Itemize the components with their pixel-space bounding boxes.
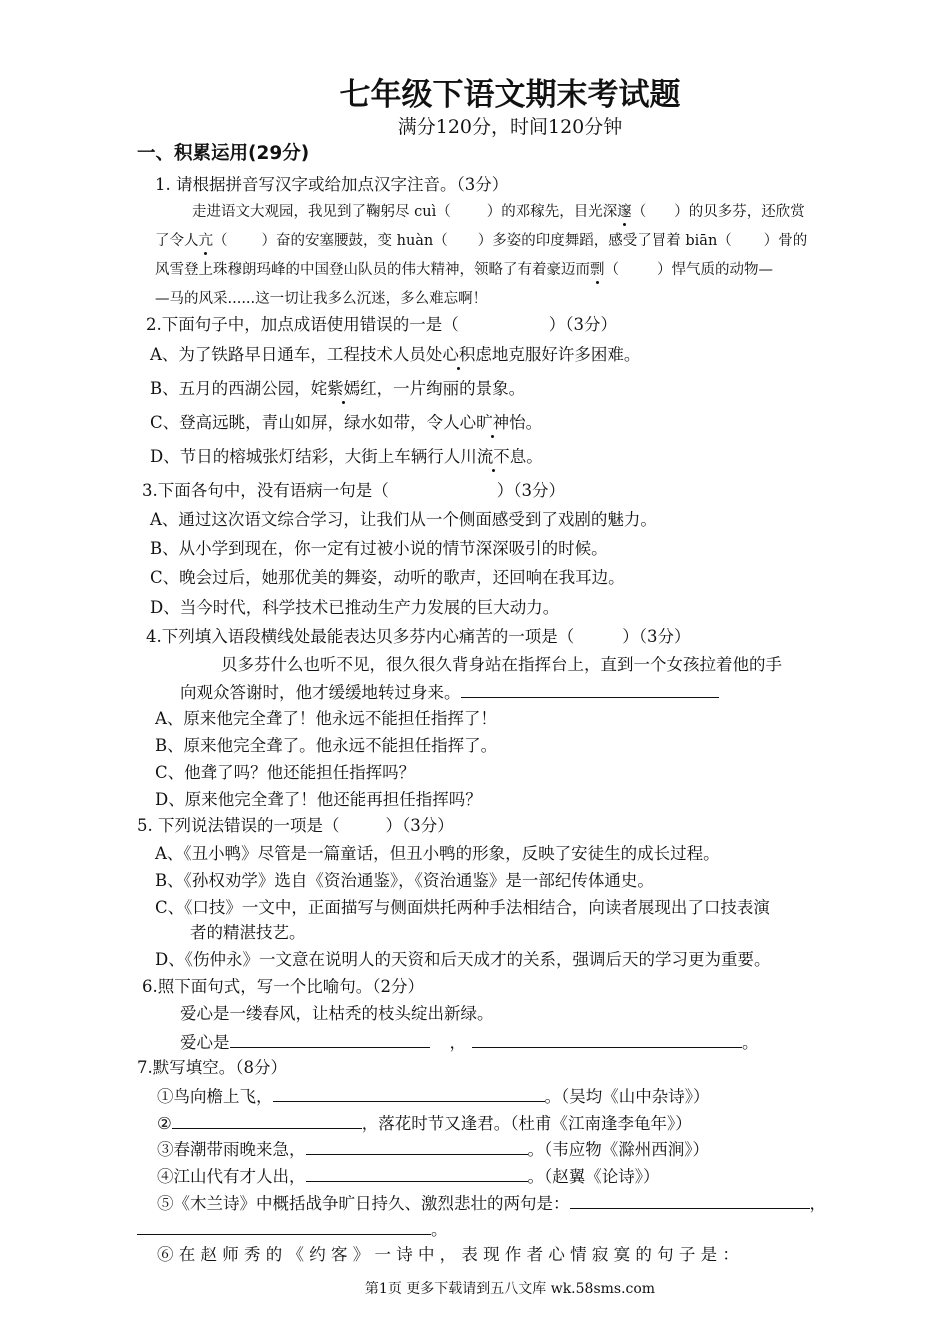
q4-passage-line-1: 贝多芬什么也听不见，很久很久背身站在指挥台上，直到一个女孩拉着他的手 xyxy=(221,655,782,674)
q7-item-1: ①鸟向檐上飞， 。（吴均《山中杂诗》） xyxy=(157,1084,710,1108)
q4-option-a: A、原来他完全聋了！他永远不能担任指挥了！ xyxy=(155,709,497,728)
q7-item-2: ② ，落花时节又逢君。（杜甫《江南逢李龟年》） xyxy=(157,1111,692,1135)
q5-option-a: A、《丑小鸭》尽管是一篇童话，但丑小鸭的形象，反映了安徒生的成长过程。 xyxy=(155,844,720,863)
q5-option-c-line-1: C、《口技》一文中，正面描写与侧面烘托两种手法相结合，向读者展现出了口技表演 xyxy=(155,898,770,917)
q7-stem: 7.默写填空。（8分） xyxy=(137,1058,287,1077)
answer-blank xyxy=(306,1137,528,1155)
q2-option-d: D、节日的榕城张灯结彩，大街上车辆行人川流不息。 xyxy=(150,447,543,466)
page-footer: 第1页 更多下载请到五八文库 wk.58sms.com xyxy=(364,1281,656,1297)
q1-line-3: 风雪登上珠穆朗玛峰的中国登山队员的伟大精神，领略了有着豪迈而剽（ ）悍气质的动物— xyxy=(155,262,773,278)
answer-blank xyxy=(461,680,719,698)
q3-option-a: A、通过这次语文综合学习，让我们从一个侧面感受到了戏剧的魅力。 xyxy=(150,510,657,529)
q4-option-b: B、原来他完全聋了。他永远不能担任指挥了。 xyxy=(155,736,498,755)
section-heading-1: 一、积累运用(29分) xyxy=(137,143,310,164)
q6-example: 爱心是一缕春风，让枯秃的枝头绽出新绿。 xyxy=(180,1004,494,1023)
q3-option-c: C、晚会过后，她那优美的舞姿，动听的歌声，还回响在我耳边。 xyxy=(150,568,625,587)
q6-answer-line: 爱心是 ， 。 xyxy=(180,1030,759,1054)
q4-stem: 4.下列填入语段横线处最能表达贝多芬内心痛苦的一项是（ ）（3分） xyxy=(146,627,691,646)
dotted-idiom: 川流不息 xyxy=(460,447,527,466)
answer-blank xyxy=(273,1084,545,1102)
q4-option-d: D、原来他完全聋了！他还能再担任指挥吗？ xyxy=(155,790,482,809)
answer-blank xyxy=(172,1111,362,1129)
q5-option-b: B、《孙权劝学》选自《资治通鉴》，《资治通鉴》是一部纪传体通史。 xyxy=(155,871,654,890)
q5-option-c-line-2: 者的精湛技艺。 xyxy=(190,923,306,942)
q7-item-6: ⑥ 在 赵 师 秀 的 《 约 客 》 一 诗 中 ， 表 现 作 者 心 情 寂 寞 的 句 子 是 ： xyxy=(157,1245,739,1264)
page-title: 七年级下语文期末考试题 xyxy=(339,77,681,113)
q3-option-b: B、从小学到现在，你一定有过被小说的情节深深吸引的时候。 xyxy=(150,539,608,558)
page-subtitle: 满分120分，时间120分钟 xyxy=(397,116,623,138)
q1-line-1: 走进语文大观园，我见到了鞠躬尽 cuì（ ）的邓稼先，目光深邃（ ）的贝多芬，还欣赏 xyxy=(192,204,805,220)
q4-passage-line-2: 向观众答谢时，他才缓缓地转过身来。 xyxy=(180,680,719,704)
dotted-idiom: 姹紫嫣红 xyxy=(310,379,377,398)
q1-line-4: —马的风采......这一切让我多么沉迷，多么难忘啊！ xyxy=(155,291,488,307)
q7-item-5: ⑤《木兰诗》中概括战争旷日持久、激烈悲壮的两句是： ， xyxy=(157,1191,826,1215)
q7-item-5-cont: 。 xyxy=(137,1217,448,1241)
dotted-char: 邃 xyxy=(617,204,632,220)
dotted-char: 亢 xyxy=(198,233,213,249)
q3-option-d: D、当今时代，科学技术已推动生产力发展的巨大动力。 xyxy=(150,598,560,617)
dotted-idiom: 心旷神怡 xyxy=(459,413,526,432)
q2-option-b: B、五月的西湖公园，姹紫嫣红，一片绚丽的景象。 xyxy=(150,379,526,398)
dotted-char: 剽 xyxy=(590,262,605,278)
q2-stem: 2.下面句子中，加点成语使用错误的一是（ ）（3分） xyxy=(146,315,617,334)
q1-stem: 1. 请根据拼音写汉字或给加点汉字注音。（3分） xyxy=(155,175,509,194)
answer-blank xyxy=(570,1191,810,1209)
q1-line-2: 了令人亢（ ）奋的安塞腰鼓，变 huàn（ ）多姿的印度舞蹈，感受了冒着 biān（ ）骨的 xyxy=(155,233,808,249)
q7-item-4: ④江山代有才人出， 。（赵翼《论诗》） xyxy=(157,1164,660,1188)
q5-stem: 5. 下列说法错误的一项是（ ）（3分） xyxy=(137,816,454,835)
q4-option-c: C、他聋了吗？他还能担任指挥吗？ xyxy=(155,763,416,782)
dotted-idiom: 处心积虑 xyxy=(425,345,492,364)
q3-stem: 3.下面各句中，没有语病一句是（ ）（3分） xyxy=(142,481,565,500)
answer-blank xyxy=(137,1217,431,1235)
answer-blank xyxy=(472,1030,742,1048)
q2-option-a: A、为了铁路早日通车，工程技术人员处心积虑地克服好许多困难。 xyxy=(150,345,641,364)
q7-item-3: ③春潮带雨晚来急， 。（韦应物《滁州西涧》） xyxy=(157,1137,709,1161)
q6-stem: 6.照下面句式，写一个比喻句。（2分） xyxy=(142,977,424,996)
answer-blank xyxy=(230,1030,430,1048)
q2-option-c: C、登高远眺，青山如屏，绿水如带，令人心旷神怡。 xyxy=(150,413,543,432)
answer-blank xyxy=(306,1164,528,1182)
q5-option-d: D、《伤仲永》一文意在说明人的天资和后天成才的关系，强调后天的学习更为重要。 xyxy=(155,950,771,969)
